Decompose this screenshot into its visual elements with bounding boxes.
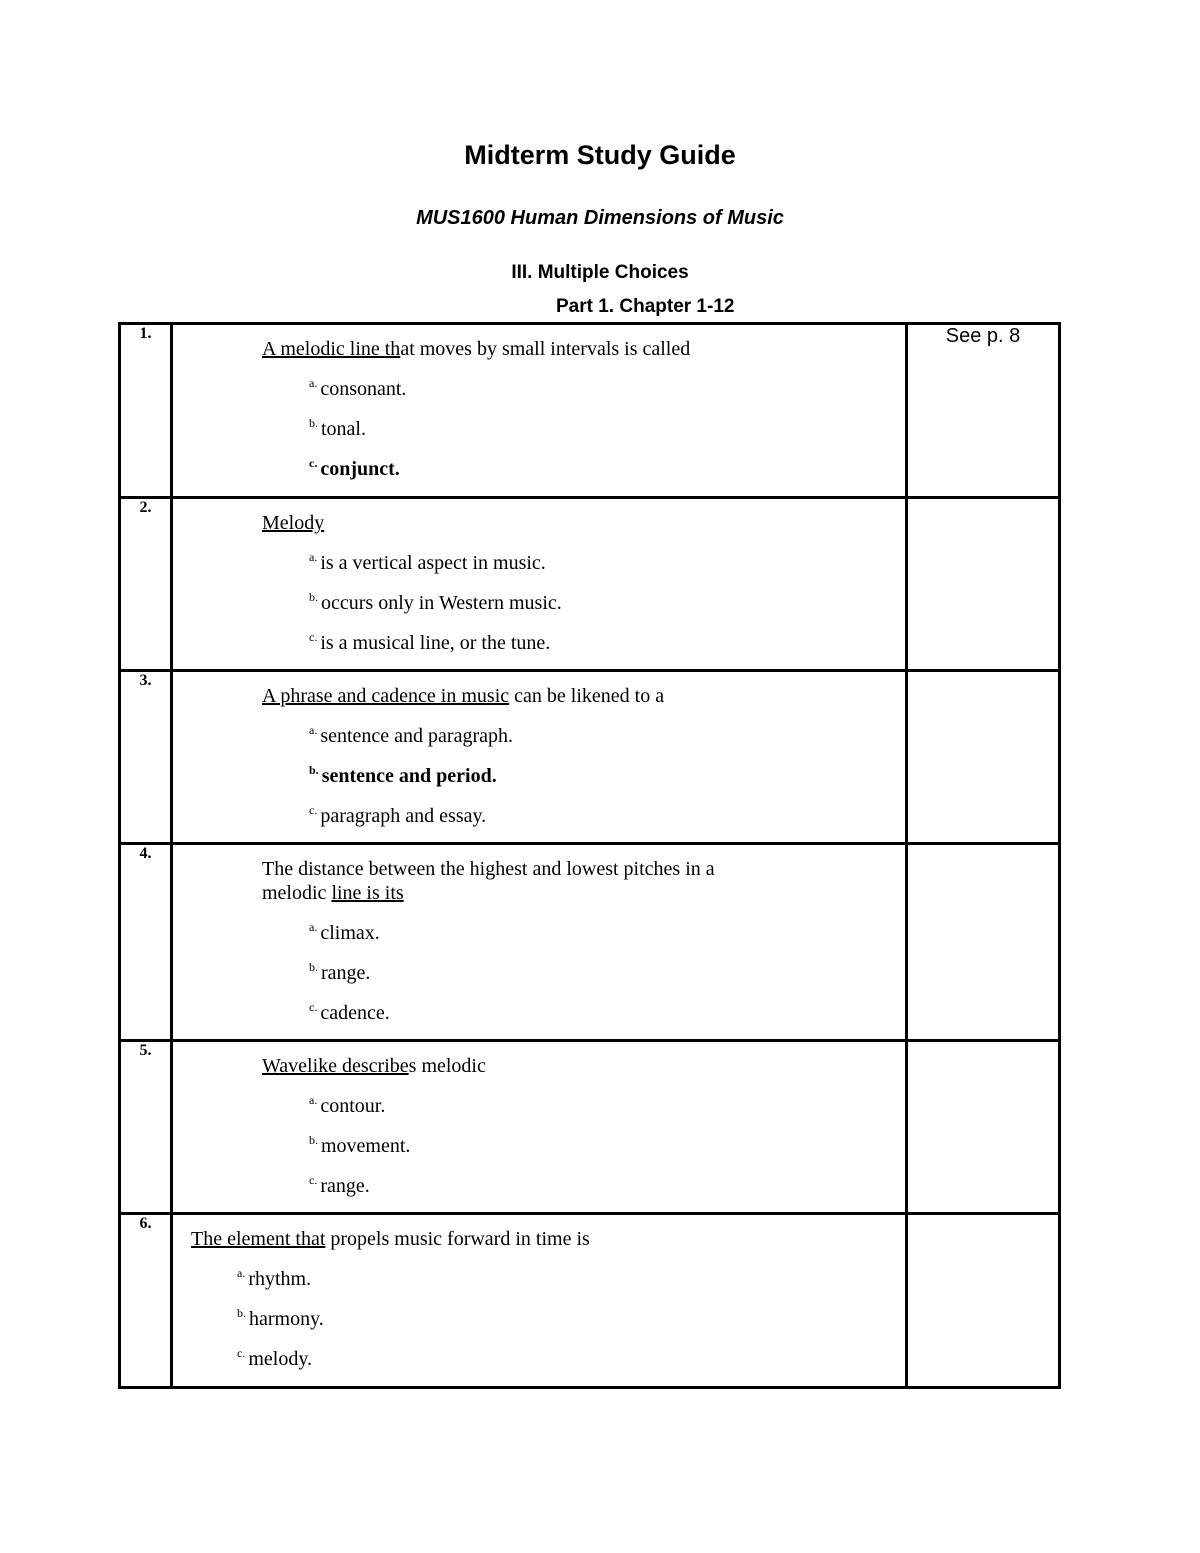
question-row xyxy=(120,324,1060,498)
question-number: 3. xyxy=(120,671,172,844)
question-stem: A phrase and cadence in music can be likened to a xyxy=(262,685,665,707)
option-a: $^{a.}$ consonant. xyxy=(309,376,407,400)
question-number: 2. xyxy=(120,498,172,671)
option-b-answer: $^{b.}$ sentence and period. xyxy=(309,763,497,787)
option-c: $^{c.}$ is a musical line, or the tune. xyxy=(309,630,551,654)
page-reference xyxy=(907,1041,1060,1214)
questions-table xyxy=(118,322,1061,1389)
question-cell xyxy=(172,671,907,844)
option-c: $^{c.}$ paragraph and essay. xyxy=(309,803,487,827)
course-subtitle: MUS1600 Human Dimensions of Music xyxy=(416,207,784,229)
page-reference: See p. 8 xyxy=(907,324,1060,498)
question-cell xyxy=(172,324,907,498)
question-number: 4. xyxy=(120,844,172,1041)
question-cell xyxy=(172,498,907,671)
option-c-answer: $^{c.}$ conjunct. xyxy=(309,456,400,480)
option-c: $^{c.}$ range. xyxy=(309,1173,370,1197)
question-stem: The element that propels music forward in time is xyxy=(191,1228,590,1250)
option-b: $^{b.}$ harmony. xyxy=(237,1306,324,1330)
option-c: $^{c.}$ cadence. xyxy=(309,1000,390,1024)
option-a: $^{a.}$ is a vertical aspect in music. xyxy=(309,550,546,574)
option-a: $^{a.}$ climax. xyxy=(309,920,380,944)
page-reference xyxy=(907,1214,1060,1388)
option-a: $^{a.}$ rhythm. xyxy=(237,1266,312,1290)
question-number: 6. xyxy=(120,1214,172,1388)
question-row xyxy=(120,498,1060,671)
question-row xyxy=(120,844,1060,1041)
question-cell xyxy=(172,1041,907,1214)
question-stem: The distance between the highest and lowest pitches in a melodic line is its xyxy=(262,858,715,904)
part-heading: Part 1. Chapter 1-12 xyxy=(556,296,735,317)
question-stem: A melodic line that moves by small intervals is called xyxy=(262,338,691,360)
question-stem: Wavelike describes melodic xyxy=(262,1055,486,1077)
question-stem: Melody xyxy=(262,512,325,534)
option-c: $^{c.}$ melody. xyxy=(237,1346,313,1370)
question-row xyxy=(120,1214,1060,1388)
question-number: 5. xyxy=(120,1041,172,1214)
option-b: $^{b.}$ movement. xyxy=(309,1133,411,1157)
option-a: $^{a.}$ contour. xyxy=(309,1093,386,1117)
question-cell xyxy=(172,844,907,1041)
page-title: Midterm Study Guide xyxy=(464,140,736,170)
question-row xyxy=(120,671,1060,844)
option-a: $^{a.}$ sentence and paragraph. xyxy=(309,723,514,747)
page-reference xyxy=(907,671,1060,844)
option-b: $^{b.}$ occurs only in Western music. xyxy=(309,590,562,614)
question-cell xyxy=(172,1214,907,1388)
section-heading: III. Multiple Choices xyxy=(511,262,689,283)
question-row xyxy=(120,1041,1060,1214)
page-reference xyxy=(907,844,1060,1041)
option-b: $^{b.}$ range. xyxy=(309,960,371,984)
question-number: 1. xyxy=(120,324,172,498)
page-reference xyxy=(907,498,1060,671)
option-b: $^{b.}$ tonal. xyxy=(309,416,366,440)
